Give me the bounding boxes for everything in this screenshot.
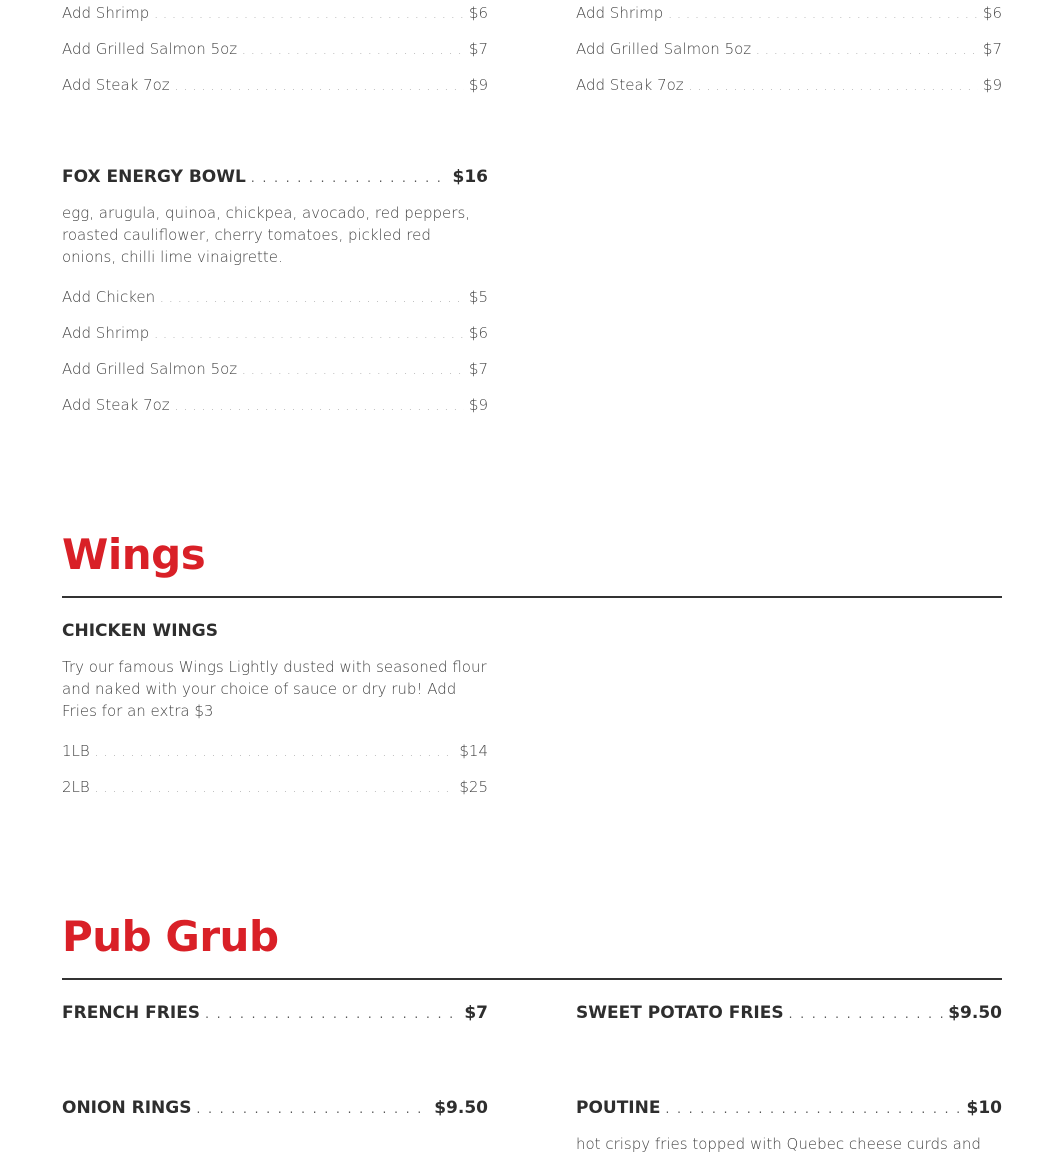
menu-item-header bbox=[576, 1000, 1002, 1026]
menu-item-name: FRENCH FRIES bbox=[62, 1003, 201, 1023]
addon-label: Add Chicken bbox=[62, 288, 156, 306]
size-label: 2LB bbox=[62, 778, 90, 796]
pub-grub-item-sweet-potato-fries bbox=[576, 1000, 1002, 1026]
addon-label: Add Shrimp bbox=[62, 4, 150, 22]
menu-item-name: POUTINE bbox=[576, 1098, 661, 1118]
dot-leader bbox=[242, 360, 464, 382]
menu-item-header bbox=[62, 164, 488, 190]
dot-leader bbox=[154, 4, 464, 26]
pub-grub-item-french-fries bbox=[62, 1000, 488, 1026]
addon-label: Add Grilled Salmon 5oz bbox=[62, 360, 238, 378]
menu-item-price: $16 bbox=[452, 167, 488, 187]
section-title-wings: Wings bbox=[62, 530, 206, 579]
dot-leader bbox=[95, 778, 455, 800]
menu-item-name: FOX ENERGY BOWL bbox=[62, 167, 246, 187]
addon-price: $9 bbox=[982, 76, 1002, 94]
addon-row bbox=[62, 2, 488, 24]
dot-leader bbox=[175, 396, 464, 418]
addon-price: $6 bbox=[982, 4, 1002, 22]
menu-item-price: $9.50 bbox=[948, 1003, 1002, 1023]
addon-price: $9 bbox=[468, 396, 488, 414]
addon-price: $5 bbox=[468, 288, 488, 306]
addon-price: $6 bbox=[468, 4, 488, 22]
menu-item-price: $9.50 bbox=[434, 1098, 488, 1118]
dot-leader bbox=[242, 40, 464, 62]
dot-leader bbox=[251, 165, 448, 191]
addon-price: $6 bbox=[468, 324, 488, 342]
addon-row bbox=[62, 322, 488, 344]
menu-item-name: CHICKEN WINGS bbox=[62, 621, 218, 641]
addon-price: $7 bbox=[468, 360, 488, 378]
menu-item-description: egg, arugula, quinoa, chickpea, avocado, red peppers, roasted cauliflower, cherry tomatoes, pickled red onions, chilli lime vinaigrette. bbox=[62, 204, 471, 266]
pub-grub-item-poutine bbox=[576, 1095, 1002, 1155]
addon-label: Add Grilled Salmon 5oz bbox=[576, 40, 752, 58]
dot-leader bbox=[689, 76, 978, 98]
addon-label: Add Shrimp bbox=[576, 4, 664, 22]
addon-price: $9 bbox=[468, 76, 488, 94]
chicken-wings bbox=[62, 618, 488, 798]
top-right-addon-list bbox=[576, 2, 1002, 96]
addon-row bbox=[62, 358, 488, 380]
dot-leader bbox=[175, 76, 464, 98]
dot-leader bbox=[756, 40, 978, 62]
size-list bbox=[62, 740, 488, 798]
dot-leader bbox=[789, 1001, 944, 1027]
addon-price: $7 bbox=[982, 40, 1002, 58]
addon-row bbox=[62, 38, 488, 60]
addon-row bbox=[576, 2, 1002, 24]
size-price: $25 bbox=[459, 778, 488, 796]
section-divider bbox=[62, 978, 1002, 980]
menu-item-description: Try our famous Wings Lightly dusted with seasoned flour and naked with your choice of sauce or dry rub! Add Fries for an extra $3 bbox=[62, 658, 487, 720]
section-divider bbox=[62, 596, 1002, 598]
pub-grub-item-onion-rings bbox=[62, 1095, 488, 1121]
addon-label: Add Steak 7oz bbox=[62, 396, 170, 414]
dot-leader bbox=[196, 1096, 429, 1122]
size-row bbox=[62, 776, 488, 798]
menu-item-price: $7 bbox=[464, 1003, 488, 1023]
top-left-addon-list bbox=[62, 2, 488, 96]
size-row bbox=[62, 740, 488, 762]
addon-label: Add Steak 7oz bbox=[576, 76, 684, 94]
addon-row bbox=[576, 74, 1002, 96]
addon-price: $7 bbox=[468, 40, 488, 58]
addon-label: Add Grilled Salmon 5oz bbox=[62, 40, 238, 58]
addon-label: Add Steak 7oz bbox=[62, 76, 170, 94]
menu-item-name: SWEET POTATO FRIES bbox=[576, 1003, 784, 1023]
dot-leader bbox=[668, 4, 978, 26]
dot-leader bbox=[95, 742, 455, 764]
addon-list bbox=[62, 286, 488, 416]
dot-leader bbox=[205, 1001, 459, 1027]
dot-leader bbox=[160, 288, 464, 310]
menu-item-header bbox=[62, 1095, 488, 1121]
menu-item-price: $10 bbox=[966, 1098, 1002, 1118]
fox-energy-bowl bbox=[62, 164, 488, 416]
menu-item-name: ONION RINGS bbox=[62, 1098, 192, 1118]
size-label: 1LB bbox=[62, 742, 90, 760]
menu-item-header bbox=[62, 618, 488, 644]
addon-row bbox=[62, 286, 488, 308]
menu-item-header bbox=[576, 1095, 1002, 1121]
addon-label: Add Shrimp bbox=[62, 324, 150, 342]
section-title-pub-grub: Pub Grub bbox=[62, 912, 279, 961]
addon-row bbox=[576, 38, 1002, 60]
dot-leader bbox=[154, 324, 464, 346]
menu-item-header bbox=[62, 1000, 488, 1026]
size-price: $14 bbox=[459, 742, 488, 760]
addon-row bbox=[62, 394, 488, 416]
dot-leader bbox=[665, 1096, 961, 1122]
menu-item-description: hot crispy fries topped with Quebec cheese curds and bbox=[576, 1135, 981, 1153]
addon-row bbox=[62, 74, 488, 96]
